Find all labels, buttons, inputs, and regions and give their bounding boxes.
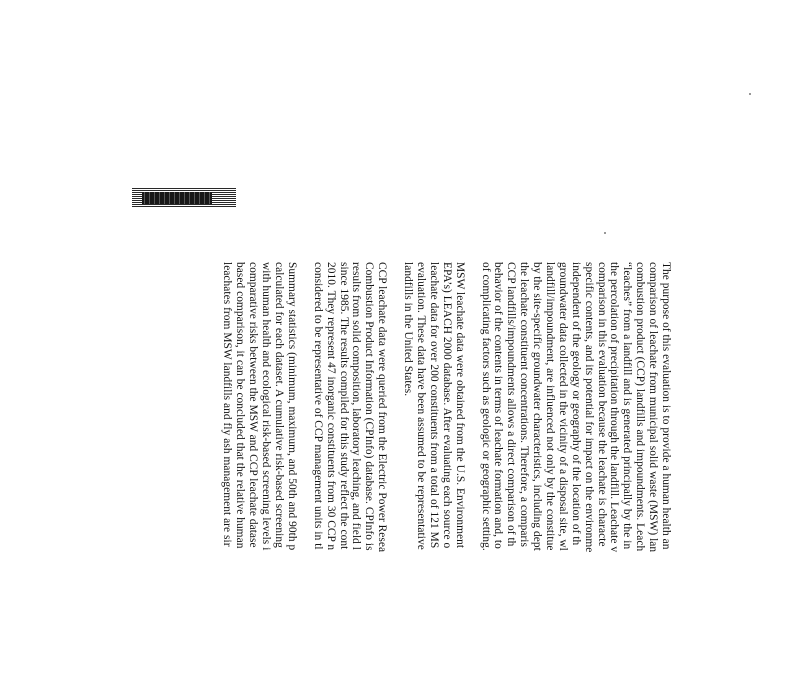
text-line: comparison of leachate from municipal solid waste (MSW) lan (647, 262, 660, 553)
text-line: independent of the geology or geography of the location of th (569, 262, 582, 546)
text-line: Combustion Product Information (CPInfo) database. CPInfo is (363, 262, 376, 551)
text-line: with human health and ecological risk-based screening levels i (260, 262, 273, 551)
text-line: of complicating factors such as geologic or geographic setting. (479, 262, 492, 551)
rotated-text-region (221, 262, 672, 618)
text-line: CCP landfills/impoundments allows a direct comparison of th (505, 262, 518, 547)
text-line: based comparison, it can be concluded that the relative human (234, 262, 247, 549)
text-line: by the site-specific groundwater characteristics, including dept (531, 262, 544, 551)
text-line: since 1985. The results compiled for this study reflect the cont (337, 262, 350, 550)
text-line: comparative risks between the MSW and CCP leachate datase (247, 262, 260, 548)
text-line: leachate data for over 200 constituents from a total of 121 MS (427, 262, 440, 549)
text-line: MSW leachate data were obtained from the U.S. Environment (453, 262, 466, 549)
text-line: evaluation. These data have been assumed to be representative (414, 262, 427, 550)
text-line: 2010. They represent 47 inorganic constituents from 30 CCP n (324, 262, 337, 551)
text-line: combustion product (CCP) landfills and impoundments. Leach (634, 262, 647, 552)
paragraph-msw-leachate (401, 262, 465, 682)
document-body (208, 262, 673, 682)
text-line: landfill/impoundment, are influenced not only by the constitue (543, 262, 556, 551)
text-line: The purpose of this evaluation is to provide a human health an (660, 262, 672, 550)
text-line: considered to be representative of CCP management units in tl (311, 262, 324, 550)
paragraph-ccp-leachate (311, 262, 388, 682)
text-line: groundwater data collected in the vicinity of a disposal site, wl (556, 262, 569, 551)
paragraph-summary-statistics (221, 262, 298, 682)
text-line: results from solid composition, laboratory leaching, and field l (350, 262, 363, 550)
scan-speck (749, 93, 751, 95)
text-line: “leaches” from a landfill and is generated principally by the in (621, 262, 634, 550)
text-line: the percolation of precipitation through the landfill. Leachate v (608, 262, 621, 553)
paragraph-purpose (479, 262, 672, 682)
text-line: specific contents, and its potential for impact on the environme (582, 262, 595, 553)
text-line: comparison in this evaluation because the leachate is characte (595, 262, 608, 547)
text-line: the leachate constituent concentrations. Therefore, a comparis (518, 262, 531, 548)
text-line: CCP leachate data were queried from the Electric Power Resea (376, 262, 389, 553)
text-line: leachates from MSW landfills and fly ash management are sir (221, 262, 234, 547)
text-line: Summary statistics (minimum, maximum, and 50th and 90th p (285, 262, 298, 551)
scan-speck (604, 232, 606, 234)
text-line: behavior of the contents in terms of leachate formation and, to (492, 262, 505, 549)
text-line: landfills in the United States. (402, 262, 415, 397)
text-line: EPA’s) LEACH 2000 database. After evaluating each source o (440, 262, 453, 549)
text-line: calculated for each dataset. A cumulative risk-based screening (272, 262, 285, 548)
redacted-signature-block (132, 188, 236, 208)
